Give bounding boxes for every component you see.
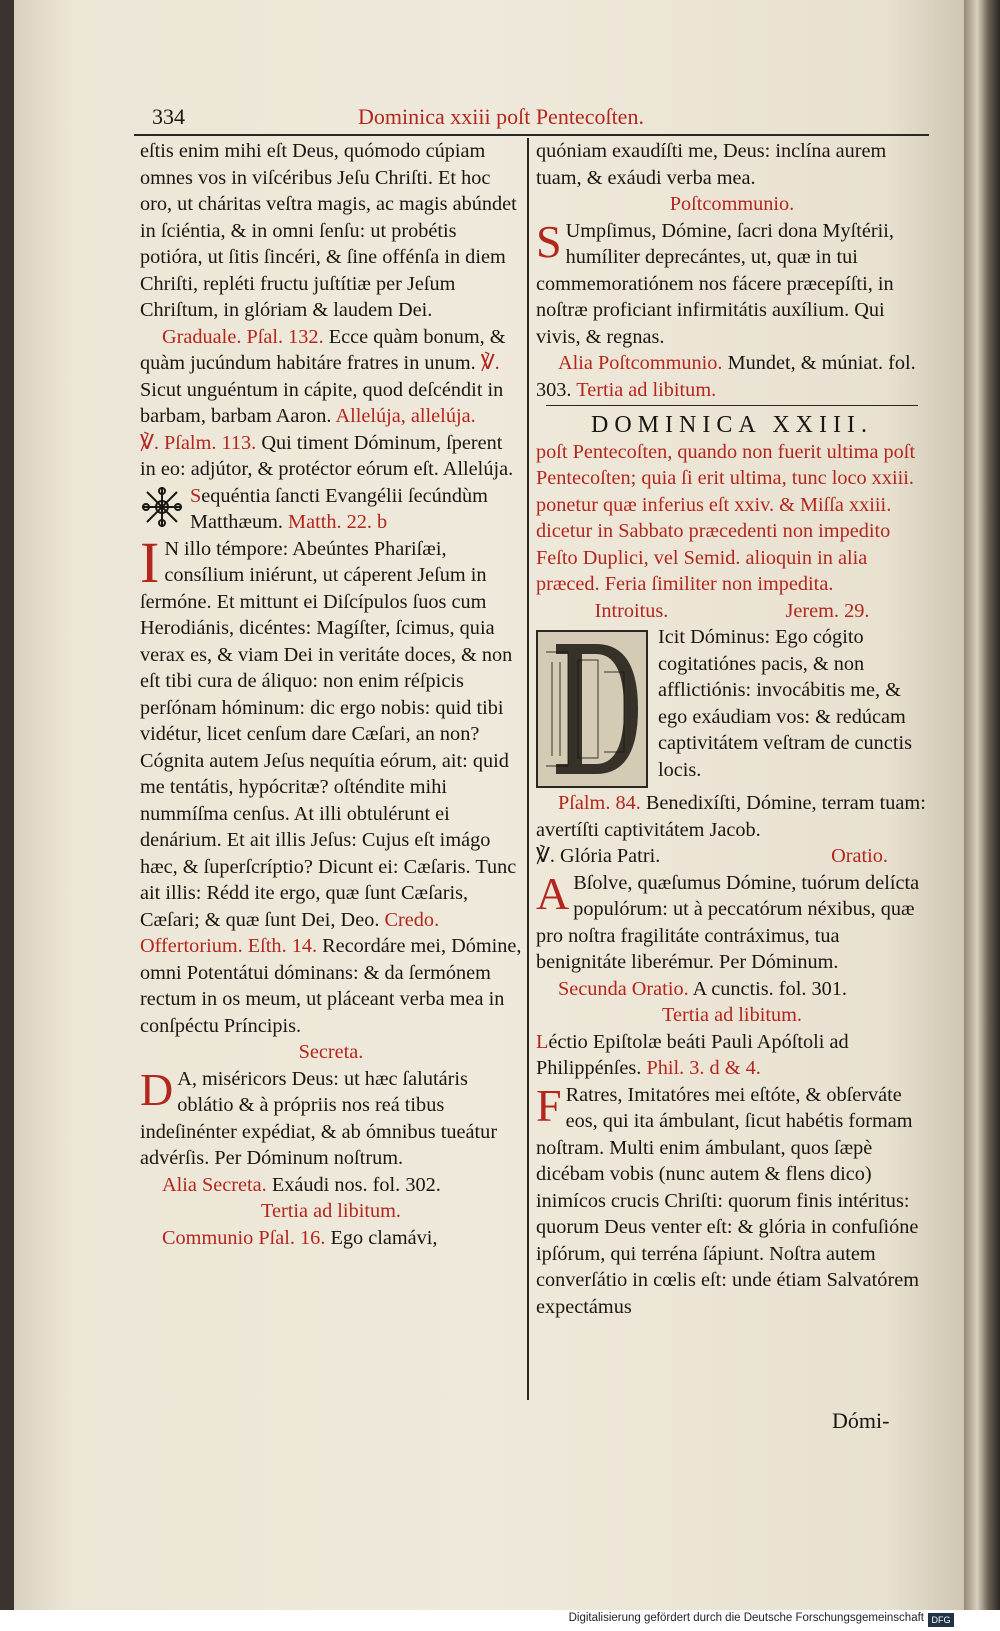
secunda-oratio-rubric: Secunda Oratio. [558, 977, 689, 1000]
introitus-psalm-text: Benedixíſti, Dómine, terram tuam: avertíſti captivitátem Jacob. [536, 792, 926, 841]
alia-postcommunio [536, 350, 928, 403]
lectio-block [536, 1029, 928, 1082]
psalm-rubric: ℣. Pſalm. 113. [140, 431, 257, 454]
psalm-text: Qui timent Dóminum, ſperent in eo: adjútor, & protéctor eórum eſt. [140, 431, 503, 480]
sequence-initial: S [190, 484, 202, 507]
alia-postcommunio-text: Mundet, & múniat. fol. 303. [536, 352, 916, 401]
tertia-ad-libitum-3: Tertia ad libitum. [662, 1004, 802, 1026]
communio-text: Ego clamávi, [330, 1226, 438, 1249]
fleuron-ornament-icon [140, 485, 184, 529]
column-divider [527, 138, 529, 1400]
introitus-psalm [536, 790, 928, 843]
graduale [140, 324, 522, 430]
digitization-footer [0, 1610, 1000, 1631]
communio-continuation: quóniam exaudíſti me, Deus: inclína aurem tuam, & exáudi verba mea. [536, 140, 887, 189]
tertia-ad-libitum-1: Tertia ad libitum. [261, 1200, 401, 1222]
postcommunio-drop-initial: S [536, 215, 562, 267]
catchword: Dómi- [832, 1408, 890, 1433]
offertorium-rubric: Offertorium. Eſth. 14. [140, 935, 318, 957]
epistle-drop-initial: F [536, 1079, 562, 1131]
secreta-block [140, 1063, 522, 1172]
decorated-initial-icon [538, 632, 646, 786]
alleluia-red: Allelúja, allelúja. [335, 405, 476, 427]
oratio-text: Bſolve, quæſumus Dómine, tuórum delícta populórum: ut à peccatórum néxibus, quæ pro noſtra fragilitáte contráximus, tua benignitáte liberémur. Per Dóminum. [536, 871, 920, 973]
left-column [140, 138, 522, 1251]
lectio-ref: Phil. 3. d & 4. [646, 1057, 761, 1079]
gospel-text: N illo témpore: Abeúntes Phariſæi, consílium iniérunt, ut cáperent Jeſum in ſermóne. Et mittunt ei Diſcípulos ſuos cum Herodiánis, dicéntes: Magíſter, ſcimus, quia verax es, & viam Dei in veritáte doces, & non eſt tibi cura de áliquo: non enim réſpicis perſónam hóminum: dic ergo nobis: quid tibi vidétur, licet cenſum dare Cæſari, an non? Cógnita autem Jeſus nequítia eórum, ait: quid me tentátis, hypócritæ? oſténdite mihi nummíſma cenſus. At illi obtulérunt ei denárium. Et ait illis Jeſus: Cujus eſt imágo hæc, & ſuperſcríptio? Dicunt ei: Cæſaris. Tunc ait illis: Rédd ite ergo, quæ ſunt Cæſaris, Cæſari; & quæ ſunt Dei, Deo. [140, 537, 517, 931]
sequence-line [140, 483, 522, 536]
section-heading: DOMINICA XXIII. [591, 412, 873, 438]
footer-credit: Digitalisierung gefördert durch die Deutsche Forschungsgemeinschaft [568, 1612, 924, 1624]
running-title: Dominica xxiii poſt Pentecoſten. [358, 104, 644, 129]
header-rule [134, 134, 929, 136]
offertorium [140, 933, 522, 1039]
section-rule [546, 405, 918, 406]
oratio-block [536, 867, 928, 976]
alia-secreta-rubric: Alia Secreta. [162, 1173, 267, 1196]
psalm-verse [140, 430, 522, 483]
communio-rubric: Communio Pſal. 16. [162, 1226, 326, 1249]
alleluia-2: Allelúja. [442, 458, 514, 480]
decorated-initial-d [536, 630, 648, 788]
secunda-oratio-text: A cunctis. fol. 301. [692, 977, 847, 1000]
secreta-title: Secreta. [298, 1041, 364, 1063]
lectio-initial: L [536, 1030, 549, 1053]
oratio-title: Oratio. [831, 845, 888, 867]
paper-page [14, 0, 964, 1610]
dfg-logo-icon: DFG [928, 1613, 954, 1627]
graduale-rubric: Graduale. Pſal. 132. [162, 325, 324, 348]
secreta-drop-initial: D [140, 1063, 174, 1115]
oratio-drop-initial: A [536, 867, 570, 919]
lectio-text: éctio Epiſtolæ beáti Pauli Apóſtoli ad Philippénſes. [536, 1030, 849, 1079]
postcommunio-block [536, 215, 928, 351]
book-spine [962, 0, 1000, 1631]
graduale-verse: Sicut unguéntum in cápite, quod deſcéndit in barbam, barbam Aaron. [140, 378, 504, 427]
alia-postcommunio-rubric: Alia Poſtcommunio. [558, 352, 723, 374]
versicle-mark: ℣. [480, 352, 500, 374]
postcommunio-text: Umpſimus, Dómine, ſacri dona Myſtérii, humíliter deprecántes, ut, quæ in tui commemoratiónem nos fácere præcepíſti, in noſtræ proficiant infirmitátis auxílium. Qui vivis, & regnas. [536, 219, 894, 348]
epistle-text: Ratres, Imitatóres mei eſtóte, & obſerváte eos, qui ita ámbulant, ſicut habétis formam noſtram. Multi enim ámbulant, quos ſæpè dicébam vobis (nunc autem & flens dico) inimícos crucis Chriſti: quorum finis intéritus: quorum Deus venter eſt: & glória in confuſióne ipſórum, qui terréna ſápiunt. Noſtra autem converſátio in cœlis eſt: unde étiam Salvatórem expectámus [536, 1083, 919, 1318]
secreta-text: A, miséricors Deus: ut hæc ſalutáris oblátio & à própriis nos reá tibus indeſinénter expédiat, & ab ómnibus tueátur advérſis. Per Dóminum noſtrum. [140, 1067, 498, 1169]
introitus-label: Introitus. [594, 599, 669, 622]
gloria-patri: ℣. Glória Patri. [536, 845, 661, 867]
introitus-ref: Jerem. 29. [785, 599, 870, 622]
alia-secreta [140, 1172, 522, 1199]
introitus-psalm-rubric: Pſalm. 84. [558, 792, 641, 814]
epistle-continuation: eſtis enim mihi eſt Deus, quómodo cúpiam omnes vos in viſcéribus Jeſu Chriſti. Et hoc oro, ut cháritas veſtra magis, ac magis abúndet in ſciéntia, & in omni ſenſu: ut probétis potióra, ut ſitis ſincéri, & ſine offénſa in diem Chriſti, repléti fructu juſtítiæ per Jeſum Chriſtum, in glóriam & laudem Dei. [140, 140, 517, 321]
postcommunio-title: Poſtcommunio. [669, 193, 795, 215]
offertorium-text: Recordáre mei, Dómine, omni Potentátui dóminans: & da ſermónem rectum in os meum, ut pláceant verba mea in conſpéctu Príncipis. [140, 935, 522, 1037]
introitus-text: Icit Dóminus: Ego cógito cogitatiónes pacis, & non afflictiónis: invocábitis me, & ego exáudiam vos: & redúcam captivitátem veſtram de cunctis locis. [658, 626, 912, 781]
alia-secreta-text: Exáudi nos. fol. 302. [271, 1173, 441, 1196]
gloria-line [536, 843, 928, 870]
sequence-ref: Matth. 22. b [288, 511, 388, 533]
secunda-oratio [536, 976, 928, 1003]
credo: Credo. [384, 908, 440, 931]
page-number: 334 [152, 104, 185, 129]
gospel-text-block [140, 529, 522, 934]
tertia-ad-libitum-2: Tertia ad libitum. [576, 378, 717, 401]
communio [140, 1225, 522, 1252]
page-header [14, 104, 964, 138]
gospel-drop-initial: I [140, 529, 160, 595]
section-rubric: poſt Pentecoſten, quando non fuerit ultima poſt Pentecoſten; quia ſi erit ultima, tunc loco xxiii. ponetur quæ inferius eſt xxiv. & Miſſa xxiii. dicetur in Sabbato præcedenti non impedito Feſto Duplici, vel Semid. alioquin in alia præced. Feria ſimiliter non impedita. [536, 440, 916, 595]
introitus-block [536, 624, 928, 783]
graduale-text: Ecce quàm bonum, & quàm jucúndum habitáre fratres in unum. [140, 325, 506, 374]
right-column [536, 138, 928, 1320]
sequence-text: equéntia ſancti Evangélii ſecúndùm Matthæum. [190, 484, 488, 533]
introitus-line [536, 598, 928, 625]
epistle-block [536, 1079, 928, 1321]
